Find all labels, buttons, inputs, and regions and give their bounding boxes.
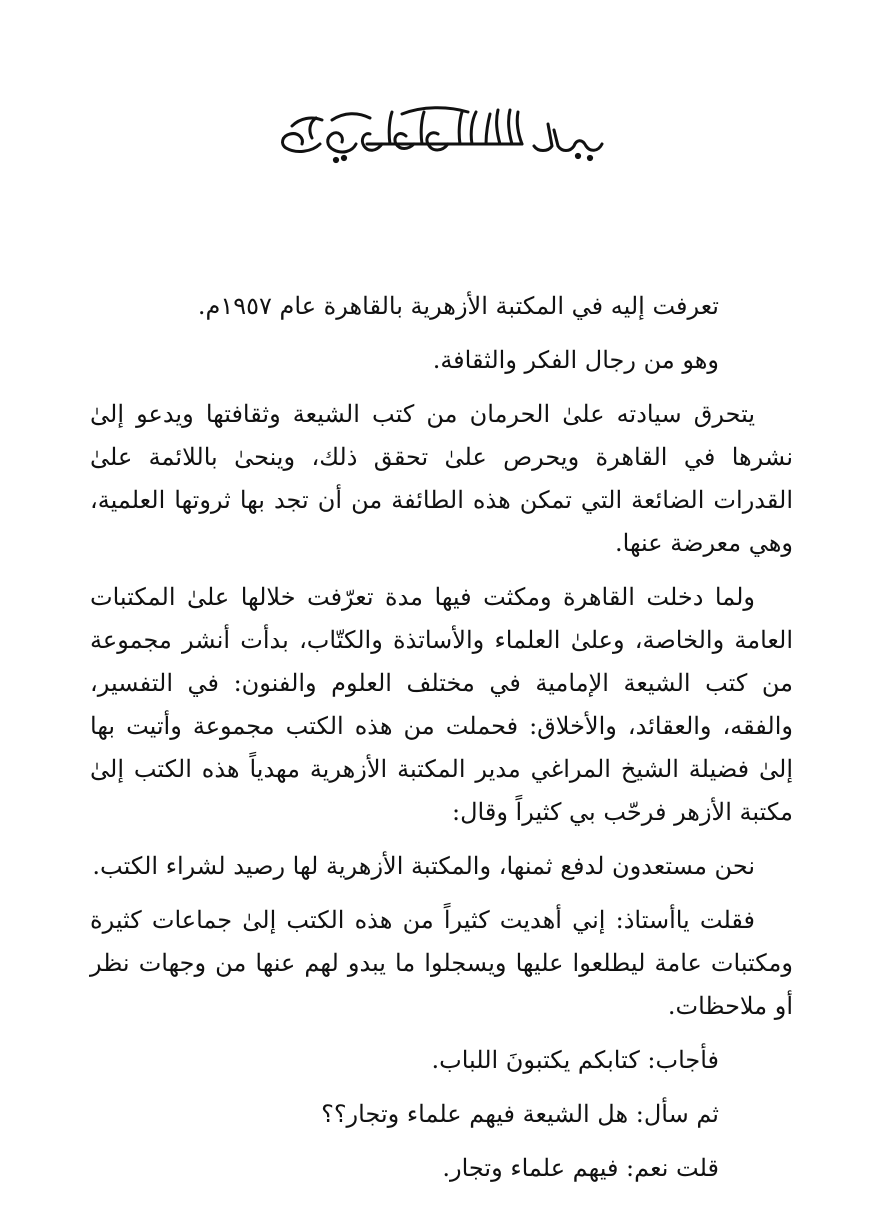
paragraph-6: فقلت ياأستاذ: إني أهديت كثيراً من هذه الكتب إلىٰ جماعات كثيرة ومكتبات عامة ليطلعوا عليها ويسجلوا ما يبدو لهم عنها من وجهات نظر أو ملاحظات.	[90, 906, 793, 1020]
body-text	[90, 285, 793, 1201]
paragraph-2: وهو من رجال الفكر والثقافة.	[432, 346, 719, 374]
paragraph-1: تعرفت إليه في المكتبة الأزهرية بالقاهرة عام ١٩٥٧م.	[197, 292, 719, 320]
paragraph-3: يتحرق سيادته علىٰ الحرمان من كتب الشيعة وثقافتها ويدعو إلىٰ نشرها في القاهرة ويحرص علىٰ تحقق ذلك، وينحىٰ باللائمة علىٰ القدرات الضائعة التي تمكن هذه الطائفة من أن تجد بها ثروتها العلمية، وهي معرضة عنها.	[90, 400, 793, 557]
paragraph-7: فأجاب: كتابكم يكتبونَ اللباب.	[431, 1046, 719, 1074]
basmala-calligraphy	[272, 100, 612, 164]
paragraph-8: ثم سأل: هل الشيعة فيهم علماء وتجار؟؟	[321, 1100, 719, 1128]
paragraph-9: قلت نعم: فيهم علماء وتجار.	[442, 1154, 719, 1182]
paragraph-4: ولما دخلت القاهرة ومكثت فيها مدة تعرّفت خلالها علىٰ المكتبات العامة والخاصة، وعلىٰ العلماء والأساتذة والكتّاب، بدأت أنشر مجموعة من كتب الشيعة الإمامية في مختلف العلوم والفنون: في التفسير، والفقه، والعقائد، والأخلاق: فحملت من هذه الكتب مجموعة وأتيت بها إلىٰ فضيلة الشيخ المراغي مدير المكتبة الأزهرية مهدياً هذه الكتب إلىٰ مكتبة الأزهر فرحّب بي كثيراً وقال:	[90, 583, 793, 826]
paragraph-5: نحن مستعدون لدفع ثمنها، والمكتبة الأزهرية لها رصيد لشراء الكتب.	[92, 852, 755, 880]
